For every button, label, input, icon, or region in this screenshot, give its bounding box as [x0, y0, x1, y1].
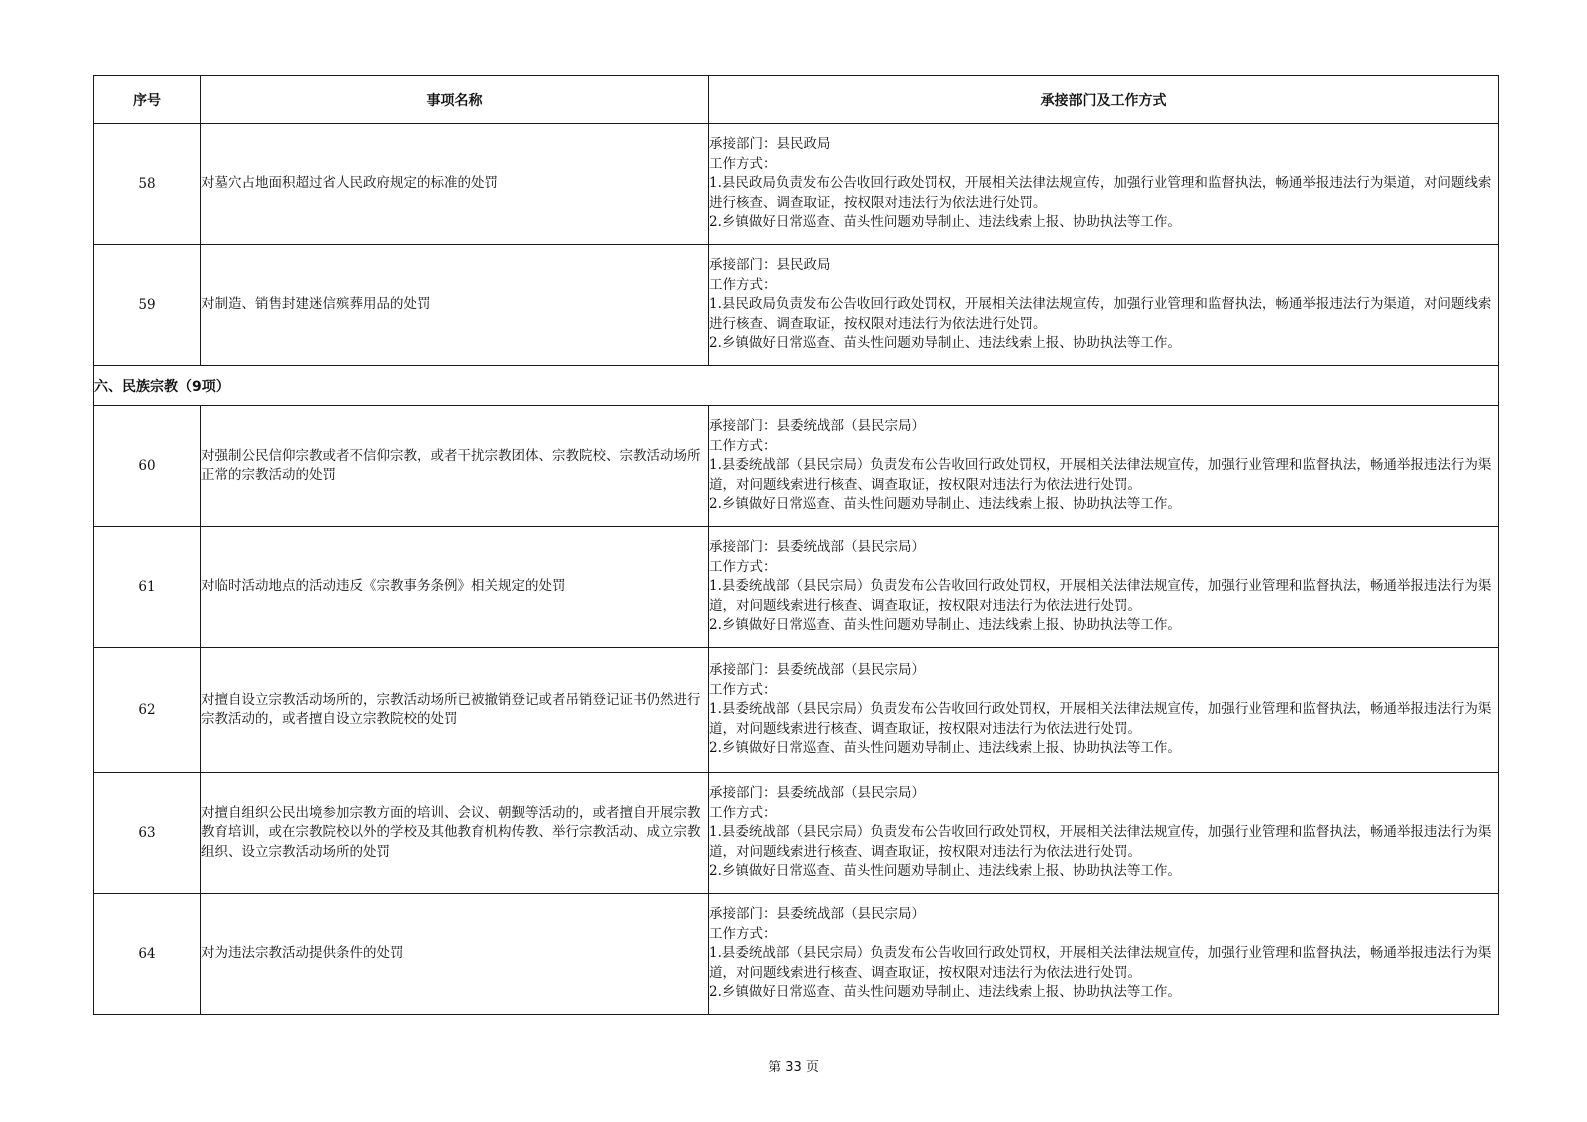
- row-dept: [709, 245, 1499, 366]
- dept-line: 2.乡镇做好日常巡查、苗头性问题劝导制止、违法线索上报、协助执法等工作。: [709, 863, 1181, 880]
- dept-line: 承接部门：县委统战部（县民宗局）: [709, 418, 925, 435]
- row-dept: [709, 648, 1499, 773]
- row-dept: [709, 773, 1499, 894]
- row-dept: [709, 124, 1499, 245]
- dept-line: 承接部门：县委统战部（县民宗局）: [709, 662, 925, 679]
- matters-table: [93, 75, 1499, 1015]
- dept-line: 2.乡镇做好日常巡查、苗头性问题劝导制止、违法线索上报、协助执法等工作。: [709, 214, 1181, 231]
- row-dept: [709, 406, 1499, 527]
- row-seq: 60: [94, 406, 201, 527]
- dept-line: 1.县委统战部（县民宗局）负责发布公告收回行政处罚权，开展相关法律法规宣传，加强行业管理和监督执法，畅通举报违法行为渠道，对问题线索进行核查、调查取证，按权限对违法行为依法进行处罚。: [709, 457, 1492, 493]
- row-name: 对强制公民信仰宗教或者不信仰宗教，或者干扰宗教团体、宗教院校、宗教活动场所正常的宗教活动的处罚: [201, 406, 709, 527]
- dept-line: 工作方式：: [709, 155, 777, 172]
- dept-line: 1.县委统战部（县民宗局）负责发布公告收回行政处罚权，开展相关法律法规宣传，加强行业管理和监督执法，畅通举报违法行为渠道，对问题线索进行核查、调查取证，按权限对违法行为依法进行处罚。: [709, 824, 1492, 860]
- dept-line: 1.县委统战部（县民宗局）负责发布公告收回行政处罚权，开展相关法律法规宣传，加强行业管理和监督执法，畅通举报违法行为渠道，对问题线索进行核查、调查取证，按权限对违法行为依法进行处罚。: [709, 701, 1492, 737]
- header-seq: 序号: [94, 76, 201, 124]
- dept-line: 2.乡镇做好日常巡查、苗头性问题劝导制止、违法线索上报、协助执法等工作。: [709, 984, 1181, 1001]
- header-row: [94, 76, 1499, 124]
- row-dept: [709, 527, 1499, 648]
- table-row: [94, 773, 1499, 894]
- table-row: [94, 648, 1499, 773]
- dept-line: 工作方式：: [709, 276, 777, 293]
- dept-line: 2.乡镇做好日常巡查、苗头性问题劝导制止、违法线索上报、协助执法等工作。: [709, 740, 1181, 757]
- dept-line: 承接部门：县民政局: [709, 136, 831, 153]
- row-seq: 59: [94, 245, 201, 366]
- row-name: 对为违法宗教活动提供条件的处罚: [201, 894, 709, 1015]
- dept-line: 1.县委统战部（县民宗局）负责发布公告收回行政处罚权，开展相关法律法规宣传，加强行业管理和监督执法，畅通举报违法行为渠道，对问题线索进行核查、调查取证，按权限对违法行为依法进行处罚。: [709, 945, 1492, 981]
- row-seq: 63: [94, 773, 201, 894]
- row-seq: 58: [94, 124, 201, 245]
- dept-line: 2.乡镇做好日常巡查、苗头性问题劝导制止、违法线索上报、协助执法等工作。: [709, 496, 1181, 513]
- dept-line: 1.县委统战部（县民宗局）负责发布公告收回行政处罚权，开展相关法律法规宣传，加强行业管理和监督执法，畅通举报违法行为渠道，对问题线索进行核查、调查取证，按权限对违法行为依法进行处罚。: [709, 578, 1492, 614]
- header-name: 事项名称: [201, 76, 709, 124]
- dept-line: 工作方式：: [709, 804, 777, 821]
- table-row: [94, 124, 1499, 245]
- table-row: [94, 245, 1499, 366]
- page-number: 第 33 页: [768, 1060, 819, 1075]
- row-name: 对制造、销售封建迷信殡葬用品的处罚: [201, 245, 709, 366]
- dept-line: 工作方式：: [709, 681, 777, 698]
- table-row: [94, 527, 1499, 648]
- dept-line: 承接部门：县委统战部（县民宗局）: [709, 906, 925, 923]
- table-row: [94, 894, 1499, 1015]
- dept-line: 2.乡镇做好日常巡查、苗头性问题劝导制止、违法线索上报、协助执法等工作。: [709, 617, 1181, 634]
- dept-line: 工作方式：: [709, 925, 777, 942]
- dept-line: 工作方式：: [709, 558, 777, 575]
- table-row: [94, 406, 1499, 527]
- row-seq: 62: [94, 648, 201, 773]
- section-title: 六、民族宗教（9项）: [94, 366, 1499, 406]
- row-name: 对墓穴占地面积超过省人民政府规定的标准的处罚: [201, 124, 709, 245]
- row-seq: 64: [94, 894, 201, 1015]
- row-name: 对临时活动地点的活动违反《宗教事务条例》相关规定的处罚: [201, 527, 709, 648]
- dept-line: 承接部门：县委统战部（县民宗局）: [709, 539, 925, 556]
- dept-line: 工作方式：: [709, 437, 777, 454]
- section-row: [94, 366, 1499, 406]
- dept-line: 承接部门：县民政局: [709, 257, 831, 274]
- dept-line: 2.乡镇做好日常巡查、苗头性问题劝导制止、违法线索上报、协助执法等工作。: [709, 335, 1181, 352]
- row-seq: 61: [94, 527, 201, 648]
- dept-line: 承接部门：县委统战部（县民宗局）: [709, 785, 925, 802]
- dept-line: 1.县民政局负责发布公告收回行政处罚权，开展相关法律法规宣传，加强行业管理和监督执法，畅通举报违法行为渠道，对问题线索进行核查、调查取证，按权限对违法行为依法进行处罚。: [709, 296, 1492, 332]
- row-dept: [709, 894, 1499, 1015]
- header-dept: 承接部门及工作方式: [709, 76, 1499, 124]
- row-name: 对擅自设立宗教活动场所的，宗教活动场所已被撤销登记或者吊销登记证书仍然进行宗教活动的，或者擅自设立宗教院校的处罚: [201, 648, 709, 773]
- dept-line: 1.县民政局负责发布公告收回行政处罚权，开展相关法律法规宣传，加强行业管理和监督执法，畅通举报违法行为渠道，对问题线索进行核查、调查取证，按权限对违法行为依法进行处罚。: [709, 175, 1492, 211]
- row-name: 对擅自组织公民出境参加宗教方面的培训、会议、朝觐等活动的，或者擅自开展宗教教育培训，或在宗教院校以外的学校及其他教育机构传教、举行宗教活动、成立宗教组织、设立宗教活动场所的处罚: [201, 773, 709, 894]
